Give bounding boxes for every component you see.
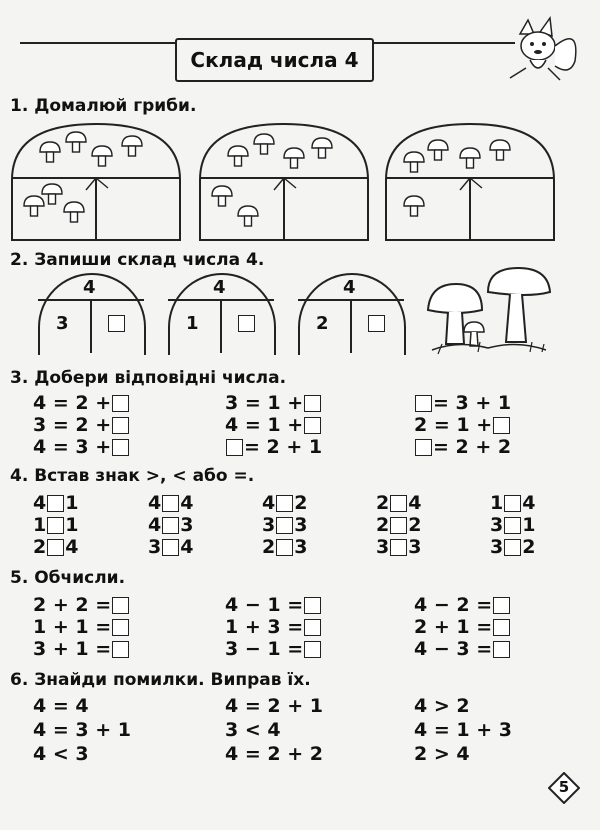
- number-house-3: [298, 273, 406, 353]
- answer-box[interactable]: [162, 539, 179, 556]
- section-1-heading: 1. Домалюй гриби.: [10, 96, 197, 116]
- answer-box[interactable]: [504, 495, 521, 512]
- number-house-1: [38, 273, 146, 353]
- answer-box[interactable]: [162, 517, 179, 534]
- section-2-heading: 2. Запиши склад числа 4.: [10, 250, 265, 270]
- mushrooms-illustration: [418, 262, 568, 362]
- section-6-heading: 6. Знайди помилки. Виправ їх.: [10, 670, 311, 690]
- equation: 3 = 2 +: [33, 414, 130, 436]
- section-3-heading: 3. Добери відповідні числа.: [10, 368, 287, 388]
- answer-box[interactable]: [47, 539, 64, 556]
- statement: 4 = 2 + 2: [225, 743, 323, 765]
- answer-box[interactable]: [304, 641, 321, 658]
- statement: 4 = 1 + 3: [414, 719, 512, 741]
- answer-box[interactable]: [276, 517, 293, 534]
- statement: 4 < 3: [33, 743, 89, 765]
- answer-box[interactable]: [112, 619, 129, 636]
- equation: 3 = 1 +: [225, 392, 322, 414]
- equation: = 2 + 2: [414, 436, 511, 458]
- task3-column-3: [414, 392, 511, 458]
- answer-box[interactable]: [112, 439, 129, 456]
- task4-column-4: 2 4 2 2 3 3: [376, 492, 422, 558]
- answer-box[interactable]: [368, 315, 385, 332]
- task4-column-2: 4 4 4 3 3 4: [148, 492, 194, 558]
- answer-box[interactable]: [162, 495, 179, 512]
- task5-column-3: 4 − 2 = 2 + 1 = 4 − 3 =: [414, 594, 511, 660]
- statement: 4 = 4: [33, 695, 89, 717]
- answer-box[interactable]: [276, 539, 293, 556]
- page-number: 5: [548, 772, 580, 804]
- answer-box[interactable]: [304, 597, 321, 614]
- house-top-number: 4: [343, 277, 356, 298]
- answer-box[interactable]: [493, 417, 510, 434]
- task5-column-2: 4 − 1 = 1 + 3 = 3 − 1 =: [225, 594, 322, 660]
- task6-column-1: [33, 694, 131, 766]
- section-4-heading: 4. Встав знак >, < або =.: [10, 466, 255, 486]
- equation: = 3 + 1: [414, 392, 511, 414]
- answer-box[interactable]: [108, 315, 125, 332]
- answer-box[interactable]: [390, 539, 407, 556]
- answer-box[interactable]: [304, 619, 321, 636]
- answer-box[interactable]: [390, 517, 407, 534]
- squirrel-mascot-icon: [500, 16, 585, 86]
- answer-box[interactable]: [504, 539, 521, 556]
- task4-column-1: 4 1 1 1 2 4: [33, 492, 79, 558]
- house-top-number: 4: [83, 277, 96, 298]
- answer-box[interactable]: [112, 417, 129, 434]
- answer-box[interactable]: [304, 395, 321, 412]
- answer-box[interactable]: [112, 641, 129, 658]
- equation: 2 = 1 +: [414, 414, 511, 436]
- equation: = 2 + 1: [225, 436, 322, 458]
- task4-column-5: 1 4 3 1 3 2: [490, 492, 536, 558]
- task6-column-2: [225, 694, 323, 766]
- equation: 4 = 1 +: [225, 414, 322, 436]
- task3-column-2: [225, 392, 322, 458]
- answer-box[interactable]: [493, 641, 510, 658]
- answer-box[interactable]: [112, 395, 129, 412]
- statement: 4 = 2 + 1: [225, 695, 323, 717]
- mushroom-houses: [10, 120, 590, 245]
- house-left-number: 1: [186, 313, 199, 334]
- page-title: Склад числа 4: [175, 38, 374, 82]
- statement: 4 > 2: [414, 695, 470, 717]
- answer-box[interactable]: [390, 495, 407, 512]
- number-house-2: [168, 273, 276, 353]
- answer-box[interactable]: [226, 439, 243, 456]
- statement: 3 < 4: [225, 719, 281, 741]
- task4-column-3: 4 2 3 3 2 3: [262, 492, 308, 558]
- answer-box[interactable]: [276, 495, 293, 512]
- answer-box[interactable]: [47, 495, 64, 512]
- answer-box[interactable]: [493, 597, 510, 614]
- answer-box[interactable]: [504, 517, 521, 534]
- house-left-number: 2: [316, 313, 329, 334]
- answer-box[interactable]: [238, 315, 255, 332]
- answer-box[interactable]: [493, 619, 510, 636]
- house-left-number: 3: [56, 313, 69, 334]
- section-5-heading: 5. Обчисли.: [10, 568, 126, 588]
- statement: 2 > 4: [414, 743, 470, 765]
- task6-column-3: [414, 694, 512, 766]
- house-top-number: 4: [213, 277, 226, 298]
- answer-box[interactable]: [304, 417, 321, 434]
- answer-box[interactable]: [112, 597, 129, 614]
- answer-box[interactable]: [47, 517, 64, 534]
- equation: 4 = 2 +: [33, 392, 130, 414]
- statement: 4 = 3 + 1: [33, 719, 131, 741]
- answer-box[interactable]: [415, 395, 432, 412]
- task3-column-1: [33, 392, 130, 458]
- answer-box[interactable]: [415, 439, 432, 456]
- equation: 4 = 3 +: [33, 436, 130, 458]
- task5-column-1: 2 + 2 = 1 + 1 = 3 + 1 =: [33, 594, 130, 660]
